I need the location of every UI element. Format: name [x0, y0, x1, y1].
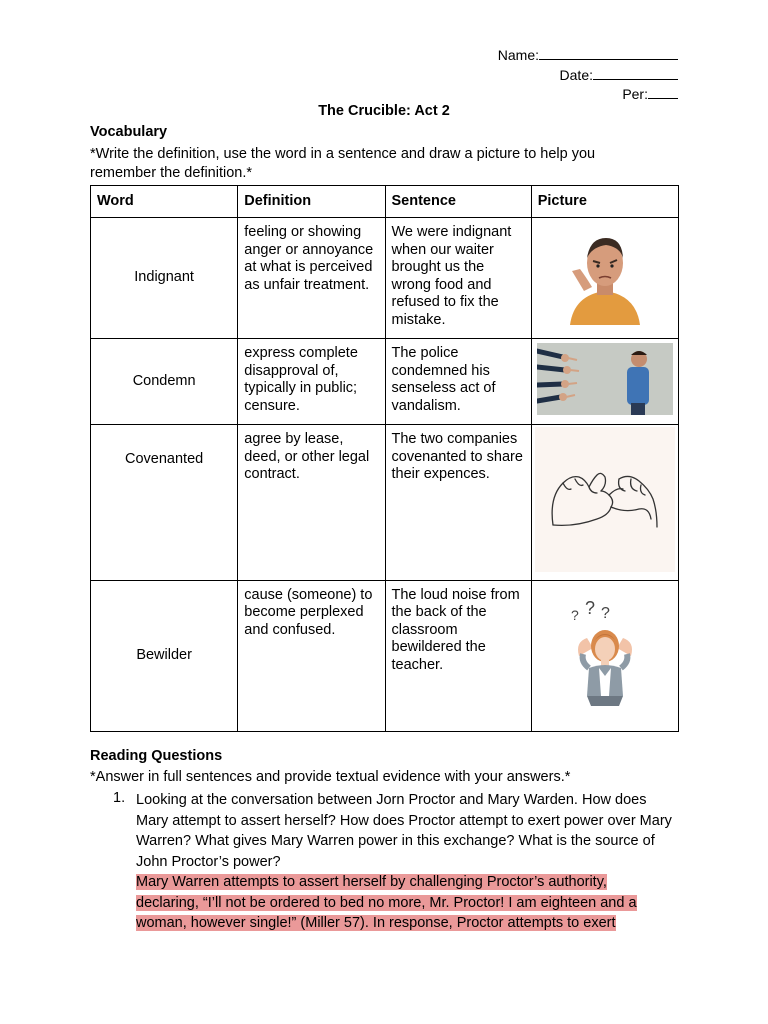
answer-text[interactable]	[136, 872, 676, 934]
vocabulary-instructions: *Write the definition, use the word in a sentence and draw a picture to help you remember the definition.*	[90, 146, 596, 181]
date-blank[interactable]	[593, 66, 678, 80]
page-title: The Crucible: Act 2	[318, 103, 450, 119]
word-cell: Condemn	[91, 339, 238, 425]
period-blank[interactable]	[648, 85, 678, 99]
col-header-sentence: Sentence	[385, 186, 531, 218]
col-header-definition: Definition	[238, 186, 385, 218]
answer-line: woman, however single!” (Miller 57). In response, Proctor attempts to exert	[136, 915, 616, 932]
svg-text:?: ?	[570, 606, 579, 623]
pinky-promise-sketch-icon	[535, 427, 675, 572]
sentence-cell: The two companies covenanted to share their expences.	[385, 425, 531, 581]
reading-questions-heading: Reading Questions	[90, 748, 223, 764]
pointing-fingers-illustration-icon	[537, 343, 673, 415]
answer-line: Mary Warren attempts to assert herself by challenging Proctor’s authority,	[136, 874, 607, 890]
answer-line: declaring, “I’ll not be ordered to bed no more, Mr. Proctor! I am eighteen and a	[136, 894, 637, 911]
definition-cell: express complete disapproval of, typically in public; censure.	[238, 339, 385, 425]
sentence-cell: The police condemned his senseless act of vandalism.	[385, 339, 531, 425]
word-cell: Bewilder	[91, 580, 238, 731]
picture-cell	[531, 425, 678, 581]
col-header-picture: Picture	[531, 186, 678, 218]
word-cell: Covenanted	[91, 425, 238, 581]
vocabulary-table	[90, 185, 679, 732]
picture-cell	[531, 580, 678, 731]
table-row	[91, 580, 679, 731]
table-header-row	[91, 186, 679, 218]
definition-cell: feeling or showing anger or annoyance at what is perceived as unfair treatment.	[238, 218, 385, 339]
period-field[interactable]	[622, 85, 678, 103]
picture-cell	[531, 339, 678, 425]
date-field[interactable]	[560, 66, 678, 84]
period-label: Per:	[622, 86, 648, 102]
question-text: Looking at the conversation between Jorn Proctor and Mary Warden. How does Mary attempt to assert herself? How does Proctor attempt to exert power over Mary Warren? What gives Mary Warren power in this exchange? What is the source of John Proctor’s power?	[136, 792, 672, 870]
name-blank[interactable]	[539, 46, 678, 60]
svg-text:?: ?	[600, 604, 610, 622]
confused-woman-illustration-icon	[565, 598, 645, 708]
indignant-man-illustration-icon	[540, 225, 670, 325]
table-row	[91, 425, 679, 581]
word-cell: Indignant	[91, 218, 238, 339]
table-row	[91, 339, 679, 425]
question-number: 1.	[113, 790, 126, 806]
table-row	[91, 218, 679, 339]
definition-cell: agree by lease, deed, or other legal contract.	[238, 425, 385, 581]
sentence-cell: The loud noise from the back of the classroom bewildered the teacher.	[385, 580, 531, 731]
col-header-word: Word	[91, 186, 238, 218]
definition-cell: cause (someone) to become perplexed and confused.	[238, 580, 385, 731]
svg-text:?: ?	[584, 597, 595, 618]
reading-instructions: *Answer in full sentences and provide textual evidence with your answers.*	[90, 769, 571, 785]
sentence-cell: We were indignant when our waiter brought us the wrong food and refused to fix the mistake.	[385, 218, 531, 339]
picture-cell	[531, 218, 678, 339]
name-field[interactable]	[498, 46, 678, 64]
name-label: Name:	[497, 47, 539, 63]
vocabulary-heading: Vocabulary	[90, 124, 168, 140]
date-label: Date:	[559, 67, 593, 83]
